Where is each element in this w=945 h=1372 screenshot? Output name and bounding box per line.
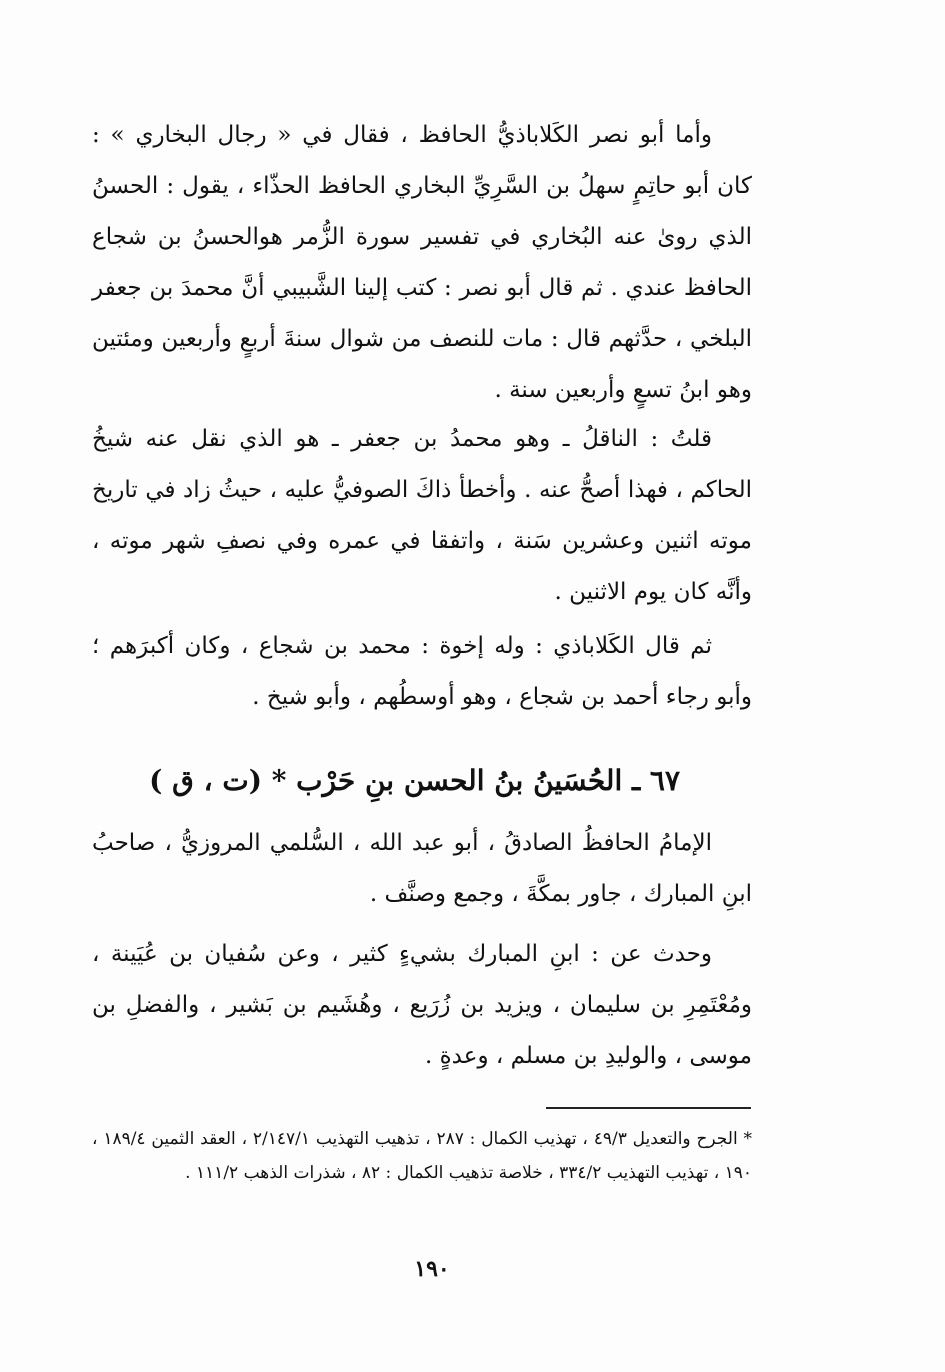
entry-heading: ٦٧ ـ الحُسَينُ بنُ الحسن بنِ حَرْب * (ت ، ق ) — [149, 764, 680, 797]
paragraph-text: قلتُ : الناقلُ ـ وهو محمدُ بن جعفر ـ هو الذي نقل عنه شيخُ الحاكم ، فهذا أصحُّ عنه . وأخطأ ذاكَ الصوفيُّ عليه ، حيثُ زاد في تاريخ موته اثنين وعشرين سَنة ، واتفقا في عمره وفي نصفِ شهر موته ، وأنَّه كان يوم الاثنين . — [92, 426, 752, 605]
paragraph-entry-intro — [92, 818, 752, 920]
footnote-divider — [546, 1107, 751, 1109]
paragraph-author-comment — [92, 414, 752, 618]
footnote-block — [92, 1122, 752, 1190]
paragraph-text: ثم قال الكَلاباذي : وله إخوة : محمد بن شجاع ، وكان أكبرَهم ؛ وأبو رجاء أحمد بن شجاع ، وهو أوسطُهم ، وأبو شيخ . — [92, 633, 752, 710]
page-number: ١٩٠ — [414, 1256, 450, 1282]
paragraph-text: الإمامُ الحافظُ الصادقُ ، أبو عبد الله ، السُّلمي المروزيُّ ، صاحبُ ابنِ المبارك ، جاور بمكَّةَ ، وجمع وصنَّف . — [92, 830, 752, 907]
footnote-text: * الجرح والتعديل ٤٩/٣ ، تهذيب الكمال : ٢٨٧ ، تذهيب التهذيب ٢/١٤٧/١ ، العقد الثمين ١٨٩/٤ ، ١٩٠ ، تهذيب التهذيب ٣٣٤/٢ ، خلاصة تذهيب الكمال : ٨٢ ، شذرات الذهب ١١١/٢ . — [92, 1129, 752, 1183]
paragraph-text: وحدث عن : ابنِ المبارك بشيءٍ كثير ، وعن سُفيان بن عُيَينة ، ومُعْتَمِرِ بن سليمان ، ويزيد بن زُرَيع ، وهُشَيم بن بَشير ، والفضلِ بن موسى ، والوليدِ بن مسلم ، وعدةٍ . — [92, 941, 752, 1069]
paragraph-entry-narrators — [92, 929, 752, 1082]
paragraph-kalabadhi-report — [92, 110, 752, 416]
paragraph-text: وأما أبو نصر الكَلاباذيُّ الحافظ ، فقال في « رجال البخاري » : كان أبو حاتِمٍ سهلُ بن السَّرِيِّ البخاري الحافظ الحذّاء ، يقول : الحسنُ الذي روىٰ عنه البُخاري في تفسير سورة الزُّمر هوالحسنُ بن شجاع الحافظ عندي . ثم قال أبو نصر : كتب إلينا الشَّبيبي أنَّ محمدَ بن جعفر البلخي ، حدَّثهم قال : مات للنصف من شوال سنةَ أربعٍ وأربعين ومئتين وهو ابنُ تسعٍ وأربعين سنة . — [92, 122, 752, 403]
paragraph-brothers — [92, 621, 752, 723]
